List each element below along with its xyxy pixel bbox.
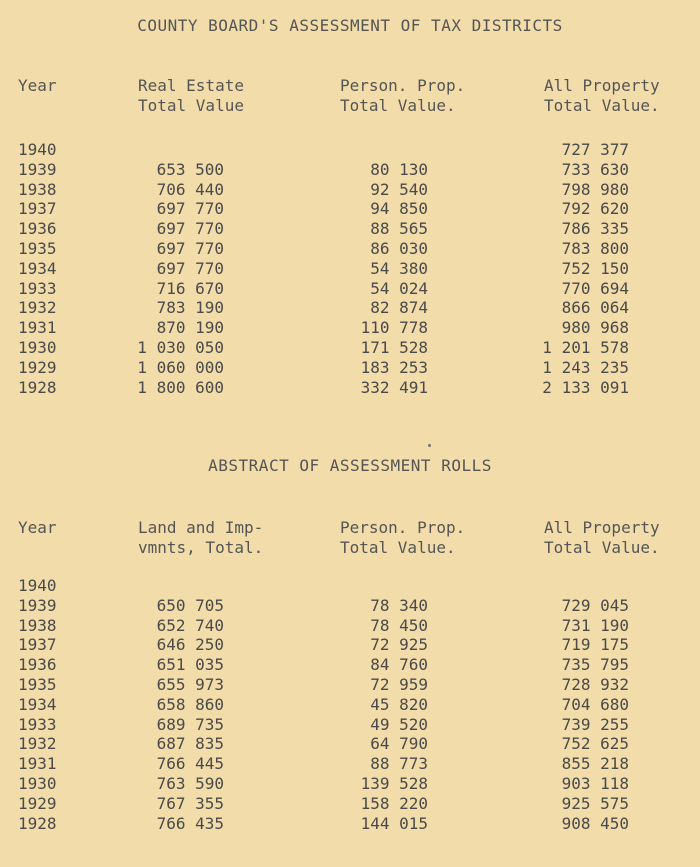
- value-cell-2: 92 540: [370, 179, 428, 199]
- value-cell-3: 866 064: [561, 298, 629, 318]
- table-row: [0, 794, 700, 814]
- table-row: [0, 675, 700, 695]
- value-cell-2: 82 874: [370, 298, 428, 318]
- table-row: [0, 734, 700, 754]
- value-cell-1: 766 435: [156, 813, 224, 833]
- value-cell-1: 689 735: [156, 714, 224, 734]
- section2-header-land-improvements: Land and Imp- vmnts, Total.: [138, 518, 264, 557]
- value-cell-2: 171 528: [360, 338, 428, 357]
- table-row: [0, 576, 700, 596]
- year-cell: 1936: [18, 219, 57, 239]
- value-cell-3: 2 133 091: [542, 377, 629, 397]
- value-cell-3: 980 968: [561, 318, 629, 338]
- value-cell-3: 903 118: [561, 774, 629, 793]
- value-cell-1: 646 250: [156, 635, 224, 655]
- year-cell: 1935: [18, 675, 57, 694]
- year-cell: 1930: [18, 338, 57, 357]
- table-row: [0, 199, 700, 219]
- table-row: [0, 338, 700, 358]
- section2-title: ABSTRACT OF ASSESSMENT ROLLS: [208, 456, 492, 475]
- value-cell-3: 719 175: [561, 635, 629, 655]
- value-cell-2: 183 253: [360, 357, 428, 377]
- value-cell-1: 687 835: [156, 734, 224, 754]
- table-row: [0, 715, 700, 735]
- value-cell-1: 766 445: [156, 754, 224, 774]
- table-row: [0, 635, 700, 655]
- year-cell: 1928: [18, 813, 57, 833]
- value-cell-3: 752 150: [561, 258, 629, 278]
- value-cell-2: 64 790: [370, 734, 428, 754]
- value-cell-1: 652 740: [156, 615, 224, 635]
- table-row: [0, 160, 700, 180]
- table-row: [0, 774, 700, 794]
- value-cell-3: 770 694: [561, 278, 629, 298]
- value-cell-2: 84 760: [370, 655, 428, 675]
- table-row: [0, 814, 700, 834]
- table-row: [0, 378, 700, 398]
- year-cell: 1938: [18, 179, 57, 199]
- value-cell-1: 706 440: [156, 179, 224, 199]
- section1-header-person-prop: Person. Prop. Total Value.: [340, 76, 466, 115]
- section2-header-all-property: All Property Total Value.: [544, 518, 660, 557]
- value-cell-2: 49 520: [370, 714, 428, 734]
- value-cell-2: 78 340: [370, 595, 428, 615]
- value-cell-1: 1 800 600: [137, 377, 224, 397]
- value-cell-2: 139 528: [360, 774, 428, 793]
- section1-header-real-estate: Real Estate Total Value: [138, 76, 244, 115]
- year-cell: 1933: [18, 278, 57, 298]
- value-cell-1: 763 590: [156, 774, 224, 793]
- value-cell-3: 792 620: [561, 199, 629, 219]
- year-cell: 1939: [18, 159, 57, 179]
- value-cell-1: 658 860: [156, 694, 224, 714]
- value-cell-2: 88 773: [370, 754, 428, 774]
- section1-header-year: Year: [18, 76, 57, 95]
- year-cell: 1931: [18, 754, 57, 774]
- value-cell-3: 733 630: [561, 159, 629, 179]
- section2-header-person-prop: Person. Prop. Total Value.: [340, 518, 466, 557]
- year-cell: 1931: [18, 318, 57, 338]
- year-cell: 1940: [18, 576, 57, 595]
- value-cell-2: 72 925: [370, 635, 428, 655]
- value-cell-1: 1 030 050: [137, 338, 224, 357]
- value-cell-3: 731 190: [561, 615, 629, 635]
- table-row: [0, 318, 700, 338]
- value-cell-3: 798 980: [561, 179, 629, 199]
- value-cell-2: 332 491: [360, 377, 428, 397]
- year-cell: 1930: [18, 774, 57, 793]
- value-cell-2: 45 820: [370, 694, 428, 714]
- value-cell-1: 716 670: [156, 278, 224, 298]
- table-row: [0, 695, 700, 715]
- value-cell-3: 786 335: [561, 219, 629, 239]
- table-row: [0, 298, 700, 318]
- value-cell-3: 925 575: [561, 793, 629, 813]
- year-cell: 1932: [18, 734, 57, 754]
- value-cell-2: 54 380: [370, 258, 428, 278]
- value-cell-1: 653 500: [156, 159, 224, 179]
- value-cell-3: 783 800: [561, 239, 629, 258]
- value-cell-2: 72 959: [370, 675, 428, 694]
- year-cell: 1929: [18, 357, 57, 377]
- table-row: [0, 616, 700, 636]
- value-cell-3: 1 243 235: [542, 357, 629, 377]
- value-cell-2: 110 778: [360, 318, 428, 338]
- table-row: [0, 239, 700, 259]
- section1-title: COUNTY BOARD'S ASSESSMENT OF TAX DISTRICTS: [137, 16, 563, 35]
- value-cell-2: 94 850: [370, 199, 428, 219]
- value-cell-2: 144 015: [360, 813, 428, 833]
- value-cell-2: 54 024: [370, 278, 428, 298]
- year-cell: 1933: [18, 714, 57, 734]
- table-row: [0, 596, 700, 616]
- value-cell-1: 697 770: [156, 258, 224, 278]
- value-cell-2: 88 565: [370, 219, 428, 239]
- year-cell: 1938: [18, 615, 57, 635]
- year-cell: 1932: [18, 298, 57, 318]
- value-cell-3: 908 450: [561, 813, 629, 833]
- value-cell-3: 855 218: [561, 754, 629, 774]
- value-cell-2: 158 220: [360, 793, 428, 813]
- value-cell-3: 739 255: [561, 714, 629, 734]
- table-row: [0, 358, 700, 378]
- table-row: [0, 754, 700, 774]
- year-cell: 1928: [18, 377, 57, 397]
- value-cell-1: 783 190: [156, 298, 224, 318]
- value-cell-1: 1 060 000: [137, 357, 224, 377]
- value-cell-2: 78 450: [370, 615, 428, 635]
- year-cell: 1939: [18, 595, 57, 615]
- value-cell-3: 1 201 578: [542, 338, 629, 357]
- year-cell: 1937: [18, 199, 57, 219]
- year-cell: 1936: [18, 655, 57, 675]
- value-cell-3: 728 932: [561, 675, 629, 694]
- value-cell-1: 870 190: [156, 318, 224, 338]
- value-cell-1: 697 770: [156, 239, 224, 258]
- value-cell-1: 697 770: [156, 219, 224, 239]
- section2-header-year: Year: [18, 518, 57, 537]
- table-row: [0, 219, 700, 239]
- value-cell-1: 697 770: [156, 199, 224, 219]
- value-cell-3: 727 377: [561, 140, 629, 159]
- value-cell-1: 651 035: [156, 655, 224, 675]
- value-cell-3: 729 045: [561, 595, 629, 615]
- year-cell: 1935: [18, 239, 57, 258]
- value-cell-1: 650 705: [156, 595, 224, 615]
- year-cell: 1940: [18, 140, 57, 159]
- year-cell: 1934: [18, 258, 57, 278]
- table-row: [0, 655, 700, 675]
- value-cell-3: 735 795: [561, 655, 629, 675]
- table-row: [0, 279, 700, 299]
- year-cell: 1937: [18, 635, 57, 655]
- value-cell-1: 767 355: [156, 793, 224, 813]
- stray-mark: [428, 444, 431, 447]
- value-cell-3: 752 625: [561, 734, 629, 754]
- table-row: [0, 259, 700, 279]
- year-cell: 1929: [18, 793, 57, 813]
- table-row: [0, 140, 700, 160]
- value-cell-1: 655 973: [156, 675, 224, 694]
- year-cell: 1934: [18, 694, 57, 714]
- value-cell-2: 86 030: [370, 239, 428, 258]
- table-row: [0, 180, 700, 200]
- section1-header-all-property: All Property Total Value.: [544, 76, 660, 115]
- value-cell-2: 80 130: [370, 159, 428, 179]
- value-cell-3: 704 680: [561, 694, 629, 714]
